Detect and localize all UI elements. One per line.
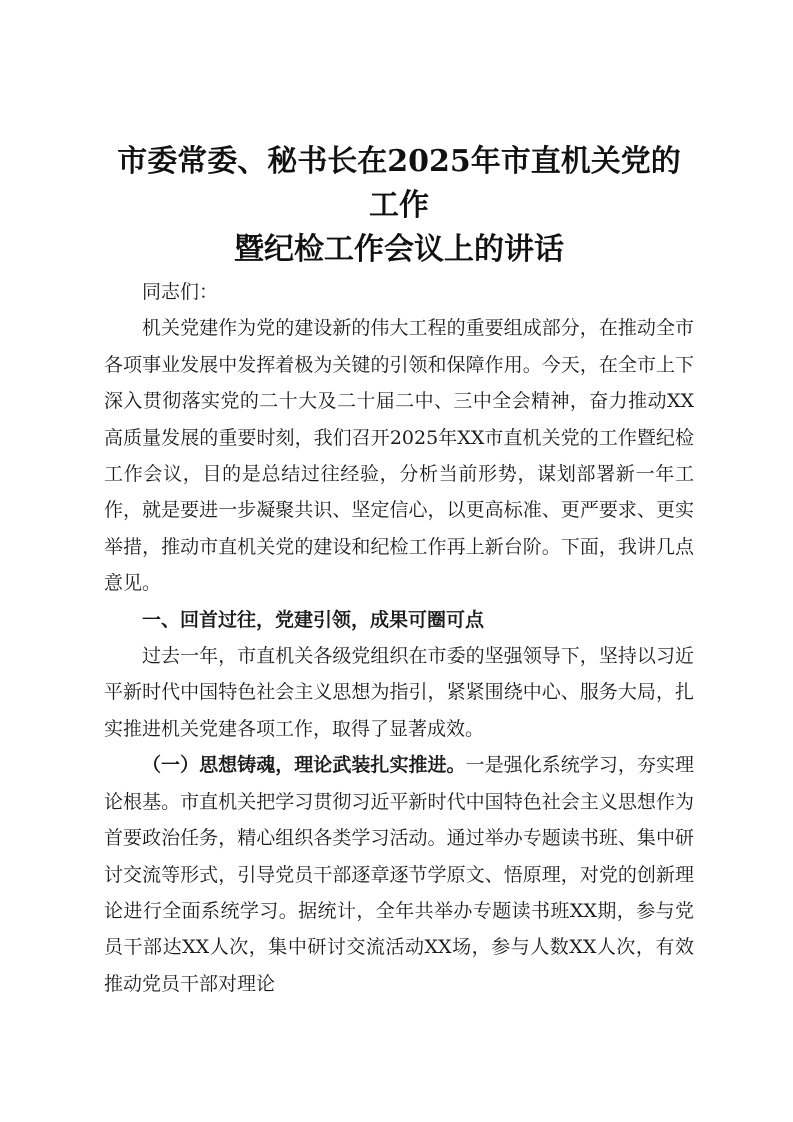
subsection-1-text: 一是强化系统学习，夯实理论根基。市直机关把学习贯彻习近平新时代中国特色社会主义思想作为首要政治任务，精心组织各类学习活动。通过举办专题读书班、集中研讨交流等形式，引导党员干部逐章逐节学原文、悟原理，对党的创新理论进行全面系统学习。据统计，全年共举办专题读书班XX期，参与党员干部达XX人次，集中研讨交流活动XX场，参与人数XX人次，有效推动党员干部对理论 — [104, 754, 694, 995]
paragraph-intro: 机关党建作为党的建设新的伟大工程的重要组成部分，在推动全市各项事业发展中发挥着极为关键的引领和保障作用。今天，在全市上下深入贯彻落实党的二十大及二十届二中、三中全会精神，奋力推动XX高质量发展的重要时刻，我们召开2025年XX市直机关党的工作暨纪检工作会议，目的是总结过往经验，分析当前形势，谋划部署新一年工作，就是要进一步凝聚共识、坚定信心，以更高标准、更严要求、更实举措，推动市直机关党的建设和纪检工作再上新台阶。下面，我讲几点意见。 — [104, 317, 694, 595]
salutation: 同志们： — [142, 281, 219, 303]
document-title — [104, 140, 694, 272]
paragraph-subsection-1 — [104, 747, 694, 1002]
section-1-heading: 一、回首过往，党建引领，成果可圈可点 — [142, 608, 485, 631]
title-line-1: 市委常委、秘书长在2025年市直机关党的工作 — [117, 144, 681, 223]
document-body — [104, 274, 694, 1002]
document-content — [104, 140, 694, 1002]
subsection-1-heading: （一）思想铸魂，理论武装扎实推进。 — [142, 754, 466, 777]
title-line-2: 暨纪检工作会议上的讲话 — [234, 232, 564, 267]
paragraph-section-1: 过去一年，市直机关各级党组织在市委的坚强领导下，坚持以习近平新时代中国特色社会主义思想为指引，紧紧围绕中心、服务大局，扎实推进机关党建各项工作，取得了显著成效。 — [104, 645, 694, 740]
